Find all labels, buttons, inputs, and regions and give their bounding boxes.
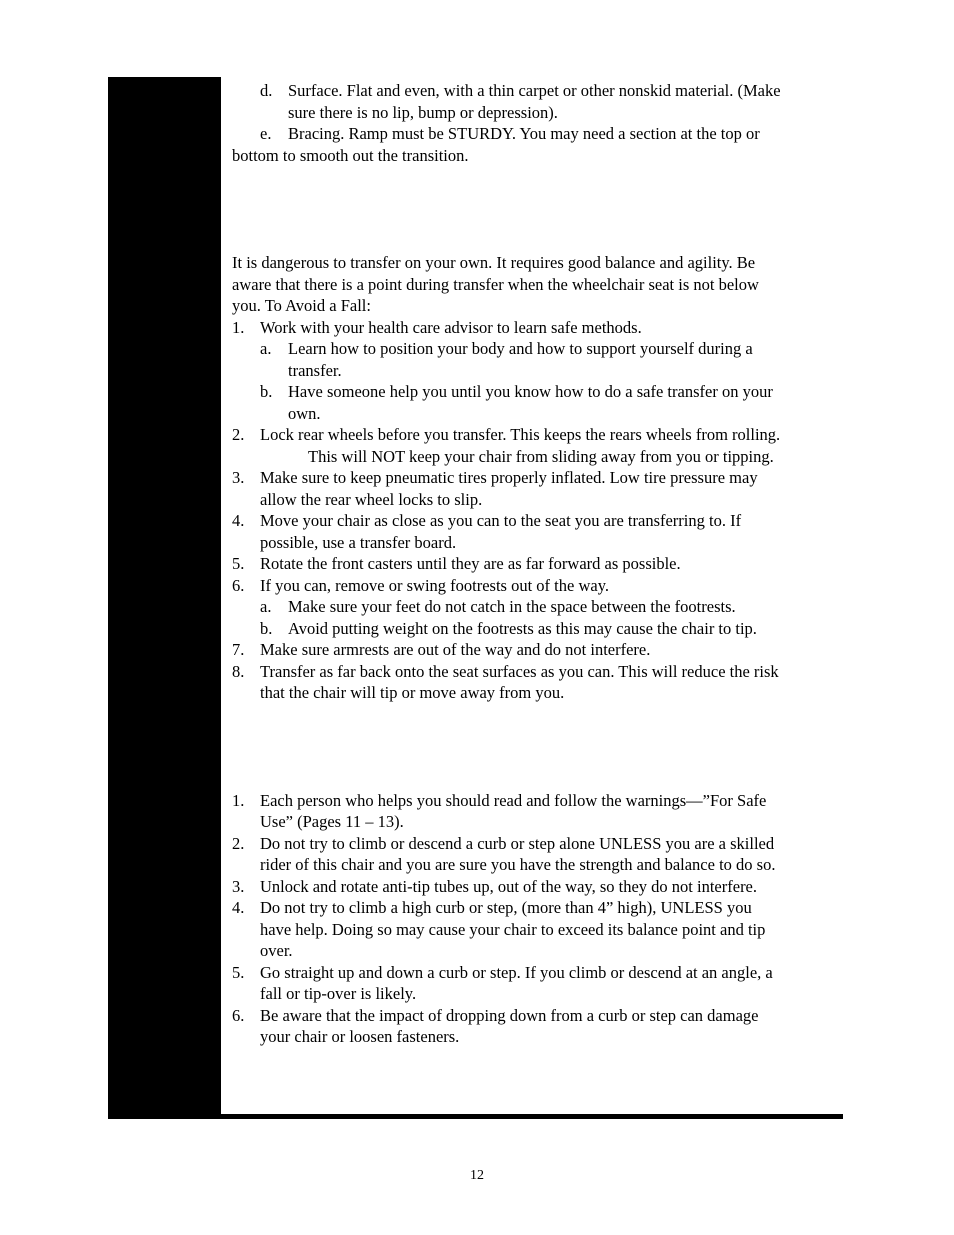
list-item-cont: fall or tip-over is likely. xyxy=(260,984,417,1003)
list-item: 4. Do not try to climb a high curb or step, (more than 4” high), UNLESS you xyxy=(232,898,752,917)
list-item-cont: that the chair will tip or move away from you. xyxy=(260,683,565,702)
list-item-cont: rider of this chair and you are sure you have the strength and balance to do so. xyxy=(260,855,776,874)
list-item: 1. Work with your health care advisor to learn safe methods. xyxy=(232,317,642,337)
ramp-item-e-cont: bottom to smooth out the transition. xyxy=(232,145,469,165)
list-subitem: b. Avoid putting weight on the footrests as this may cause the chair to tip. xyxy=(260,618,757,638)
ramp-item-d: d. Surface. Flat and even, with a thin carpet or other nonskid material. (Make xyxy=(260,81,781,100)
list-subitem-cont: own. xyxy=(288,403,321,423)
list-item: 8. Transfer as far back onto the seat surfaces as you can. This will reduce the risk xyxy=(232,661,779,681)
list-item: 2. Lock rear wheels before you transfer. This keeps the rears wheels from rolling. xyxy=(232,425,781,444)
list-item: 1. Each person who helps you should read and follow the warnings—”For Safe xyxy=(232,790,767,810)
page-body xyxy=(232,80,855,1048)
list-item-cont: over. xyxy=(260,941,293,960)
transfer-intro: It is dangerous to transfer on your own. It requires good balance and agility. Be aware that there is a point during transfer when the wheelchair seat is not below you. To Avoid a Fall: xyxy=(232,253,759,315)
black-sidebar-band xyxy=(108,77,221,1119)
list-item-cont: your chair or loosen fasteners. xyxy=(260,1027,460,1046)
list-item: 3. Make sure to keep pneumatic tires properly inflated. Low tire pressure may xyxy=(232,468,758,487)
list-item: 6. Be aware that the impact of dropping down from a curb or step can damage xyxy=(232,1005,759,1025)
list-item: 4. Move your chair as close as you can to the seat you are transferring to. If xyxy=(232,511,742,530)
list-item-cont: possible, use a transfer board. xyxy=(260,532,457,552)
list-item-cont: This will NOT keep your chair from sliding away from you or tipping. xyxy=(308,446,774,466)
list-subitem: a. Make sure your feet do not catch in the space between the footrests. xyxy=(260,597,736,616)
list-subitem: a. Learn how to position your body and how to support yourself during a xyxy=(260,339,753,358)
list-item-cont: allow the rear wheel locks to slip. xyxy=(260,489,483,509)
list-subitem-cont: transfer. xyxy=(288,360,342,380)
ramp-item-e: e. Bracing. Ramp must be STURDY. You may need a section at the top or xyxy=(260,124,760,143)
ramp-item-d-cont: sure there is no lip, bump or depression). xyxy=(288,102,558,122)
list-item: 7. Make sure armrests are out of the way and do not interfere. xyxy=(232,640,651,659)
curbs-list xyxy=(232,790,855,1048)
list-item: 2. Do not try to climb or descend a curb or step alone UNLESS you are a skilled xyxy=(232,833,775,853)
list-item: 5. Go straight up and down a curb or step. If you climb or descend at an angle, a xyxy=(232,962,773,982)
list-item: 3. Unlock and rotate anti-tip tubes up, out of the way, so they do not interfere. xyxy=(232,876,758,896)
page-number: 12 xyxy=(470,1168,484,1183)
list-item: 5. Rotate the front casters until they are as far forward as possible. xyxy=(232,554,681,573)
list-item-cont: Use” (Pages 11 – 13). xyxy=(260,812,404,831)
transfer-list xyxy=(232,317,855,704)
list-item: 6. If you can, remove or swing footrests out of the way. xyxy=(232,575,610,595)
bottom-rule xyxy=(108,1114,843,1119)
list-item-cont: have help. Doing so may cause your chair to exceed its balance point and tip xyxy=(260,919,766,939)
list-subitem: b. Have someone help you until you know how to do a safe transfer on your xyxy=(260,382,773,401)
